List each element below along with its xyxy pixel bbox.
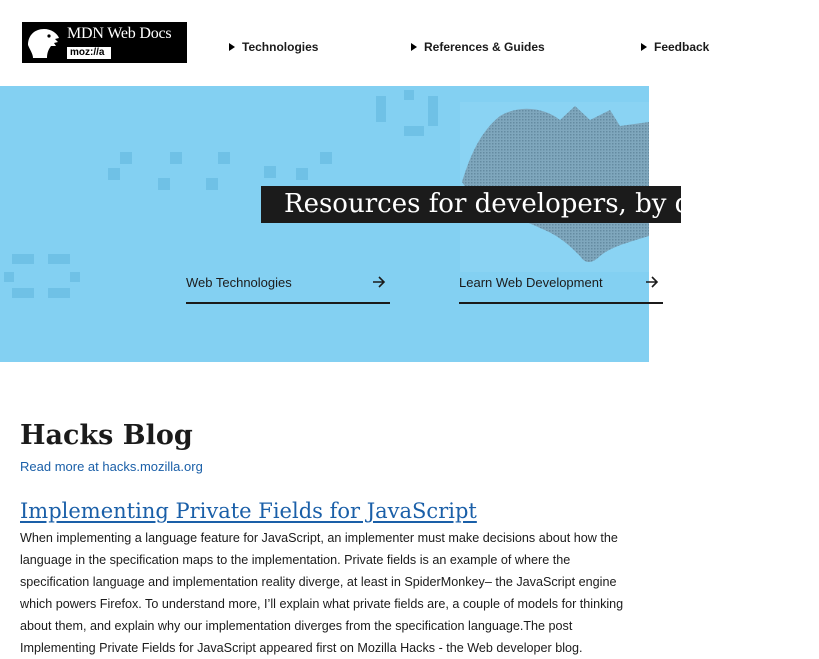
hero-tagline: Resources for developers, by developers bbox=[261, 186, 681, 223]
arrow-right-icon bbox=[645, 275, 659, 292]
mdn-logo[interactable] bbox=[22, 22, 187, 63]
nav-feedback-label: Feedback bbox=[654, 40, 710, 54]
nav-technologies-label: Technologies bbox=[242, 40, 319, 54]
read-more-link[interactable]: Read more at hacks.mozilla.org bbox=[20, 459, 203, 474]
triangle-right-icon bbox=[641, 43, 647, 51]
site-header bbox=[0, 0, 710, 86]
logo-title: MDN Web Docs bbox=[67, 25, 172, 42]
dinosaur-logo-icon bbox=[22, 22, 65, 63]
arrow-right-icon bbox=[372, 275, 386, 292]
web-technologies-label: Web Technologies bbox=[186, 275, 292, 290]
hero-banner bbox=[0, 86, 819, 362]
mozilla-wordmark: moz://a bbox=[67, 47, 111, 59]
post-title-link[interactable]: Implementing Private Fields for JavaScript bbox=[20, 499, 477, 523]
web-technologies-link[interactable] bbox=[186, 269, 390, 304]
nav-feedback[interactable] bbox=[641, 40, 709, 54]
triangle-right-icon bbox=[229, 43, 235, 51]
learn-web-development-link[interactable] bbox=[459, 269, 663, 304]
triangle-right-icon bbox=[411, 43, 417, 51]
nav-references-guides[interactable] bbox=[411, 40, 545, 54]
nav-technologies[interactable] bbox=[229, 40, 318, 54]
learn-web-development-label: Learn Web Development bbox=[459, 275, 603, 290]
hero-decoration bbox=[0, 86, 649, 362]
post-excerpt: When implementing a language feature for JavaScript, an implementer must make decisions about how the language in the specification maps to the implementation. Private fields is an example of where the specification language and implementation reality diverge, at least in SpiderMonkey– the JavaScript engine which powers Firefox. To understand more, I’ll explain what private fields are, a couple of models for thinking about them, and explain why our implementation diverges from the specification language.The post Implementing Private Fields for JavaScript appeared first on Mozilla Hacks - the Web developer blog. bbox=[20, 531, 624, 655]
nav-references-guides-label: References & Guides bbox=[424, 40, 545, 54]
hacks-blog-heading: Hacks Blog bbox=[20, 420, 193, 451]
